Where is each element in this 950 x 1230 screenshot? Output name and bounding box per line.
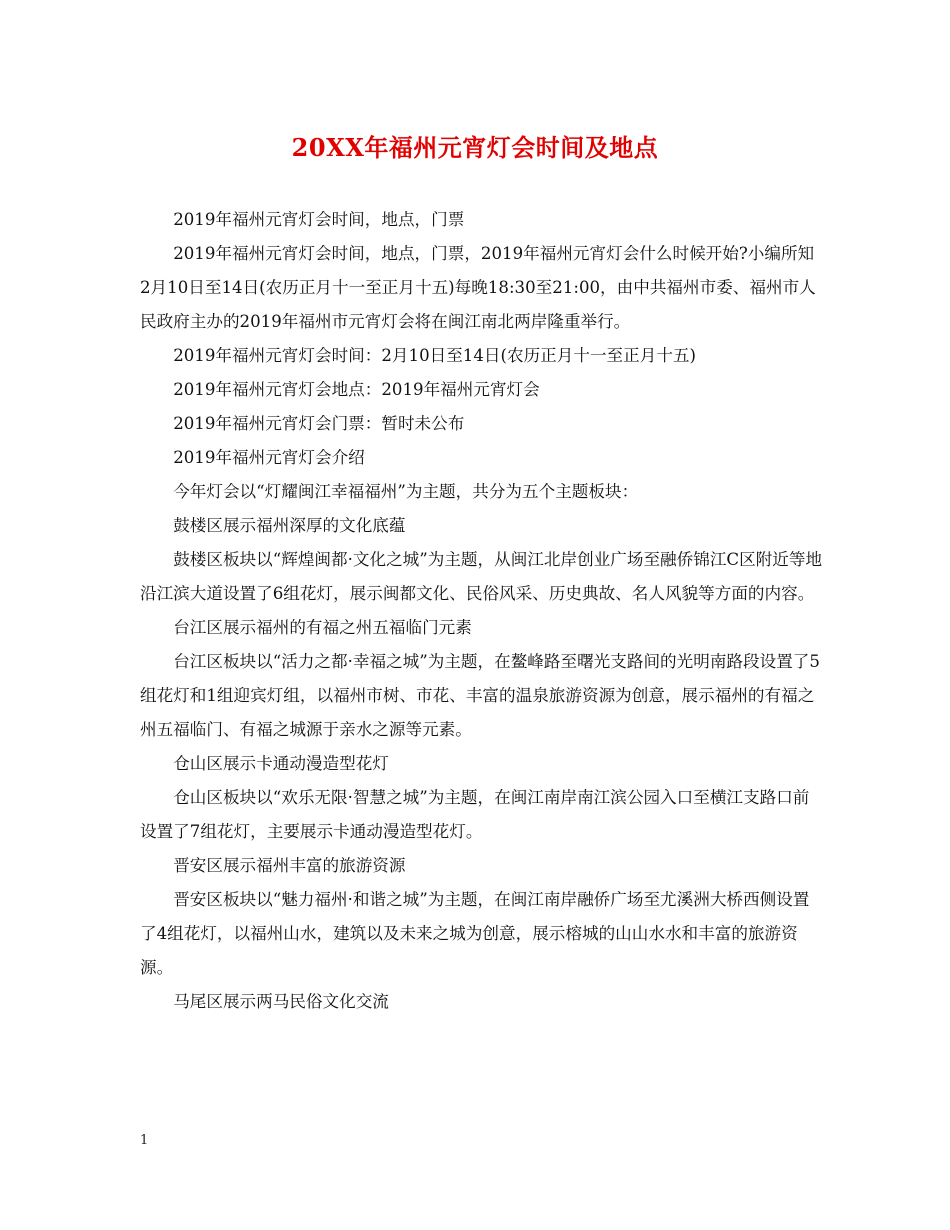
section-heading: 2019年福州元宵灯会介绍 [173,448,365,467]
paragraph: 2019年福州元宵灯会时间：2月10日至14日(农历正月十一至正月十五) [173,346,696,365]
document-body [140,203,823,1019]
paragraph: 台江区板块以“活力之都·幸福之城”为主题，在鳌峰路至曙光支路间的光明南路段设置了5组花灯和1组迎宾灯组，以福州市树、市花、丰富的温泉旅游资源为创意，展示福州的有福之州五福临门、有福之城源于亲水之源等元素。 [140,652,820,739]
paragraph: 2019年福州元宵灯会时间，地点，门票 [173,210,465,229]
section-heading: 台江区展示福州的有福之州五福临门元素 [173,618,472,637]
section-heading: 晋安区展示福州丰富的旅游资源 [173,856,406,875]
paragraph: 2019年福州元宵灯会地点：2019年福州元宵灯会 [173,380,540,399]
paragraph: 2019年福州元宵灯会时间，地点，门票，2019年福州元宵灯会什么时候开始?小编所知2月10日至14日(农历正月十一至正月十五)每晚18:30至21:00，由中共福州市委、福州市人民政府主办的2019年福州市元宵灯会将在闽江南北两岸隆重举行。 [140,244,816,331]
paragraph: 2019年福州元宵灯会门票：暂时未公布 [173,414,465,433]
paragraph: 晋安区板块以“魅力福州·和谐之城”为主题，在闽江南岸融侨广场至尤溪洲大桥西侧设置了4组花灯，以福州山水，建筑以及未来之城为创意，展示榕城的山山水水和丰富的旅游资源。 [140,890,810,977]
paragraph: 仓山区板块以“欢乐无限·智慧之城”为主题，在闽江南岸南江滨公园入口至横江支路口前设置了7组花灯，主要展示卡通动漫造型花灯。 [140,788,810,841]
page-number: 1 [140,1133,149,1148]
section-heading: 马尾区展示两马民俗文化交流 [173,992,389,1011]
section-heading: 鼓楼区展示福州深厚的文化底蕴 [173,516,406,535]
paragraph: 鼓楼区板块以“辉煌闽都·文化之城”为主题，从闽江北岸创业广场至融侨锦江C区附近等地沿江滨大道设置了6组花灯，展示闽都文化、民俗风采、历史典故、名人风貌等方面的内容。 [140,550,823,603]
paragraph: 今年灯会以“灯耀闽江幸福福州”为主题，共分为五个主题板块： [173,482,639,501]
section-heading: 仓山区展示卡通动漫造型花灯 [173,754,389,773]
document-title: 20XX年福州元宵灯会时间及地点 [291,133,659,162]
